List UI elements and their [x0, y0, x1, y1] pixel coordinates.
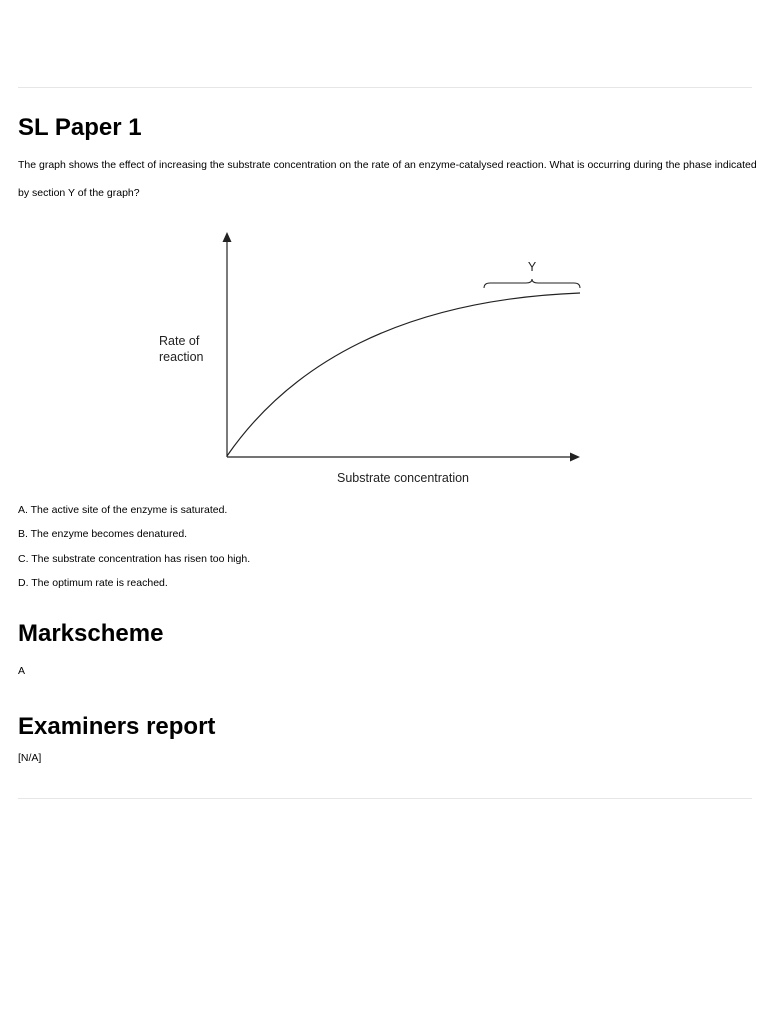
bottom-divider — [18, 798, 752, 799]
markscheme-heading: Markscheme — [18, 620, 164, 647]
x-axis-label: Substrate concentration — [336, 471, 470, 485]
answer-options — [18, 500, 250, 597]
y-axis-label-line2: reaction — [159, 350, 204, 364]
x-axis-arrow-icon — [570, 453, 580, 462]
y-axis-label-line1: Rate of — [159, 334, 200, 348]
examiners-report-text: [N/A] — [18, 752, 42, 764]
option-a: A. The active site of the enzyme is saturated. — [18, 504, 228, 516]
examiners-report-heading: Examiners report — [18, 713, 216, 740]
option-c: C. The substrate concentration has risen too high. — [18, 552, 251, 565]
section-y-brace — [484, 279, 580, 288]
option-d: D. The optimum rate is reached. — [18, 576, 168, 589]
markscheme-answer: A — [18, 665, 26, 677]
section-y-label: Y — [527, 260, 537, 274]
question-text: The graph shows the effect of increasing the substrate concentration on the rate of an enzyme-catalysed reaction. What is occurring during the phase indicated by section Y of the graph? — [18, 159, 757, 199]
option-b: B. The enzyme becomes denatured. — [18, 528, 188, 541]
y-axis-arrow-icon — [223, 232, 232, 242]
page-title: SL Paper 1 — [18, 114, 142, 141]
rate-vs-substrate-graph — [140, 225, 600, 495]
top-divider — [18, 87, 752, 88]
rate-curve — [227, 293, 580, 456]
